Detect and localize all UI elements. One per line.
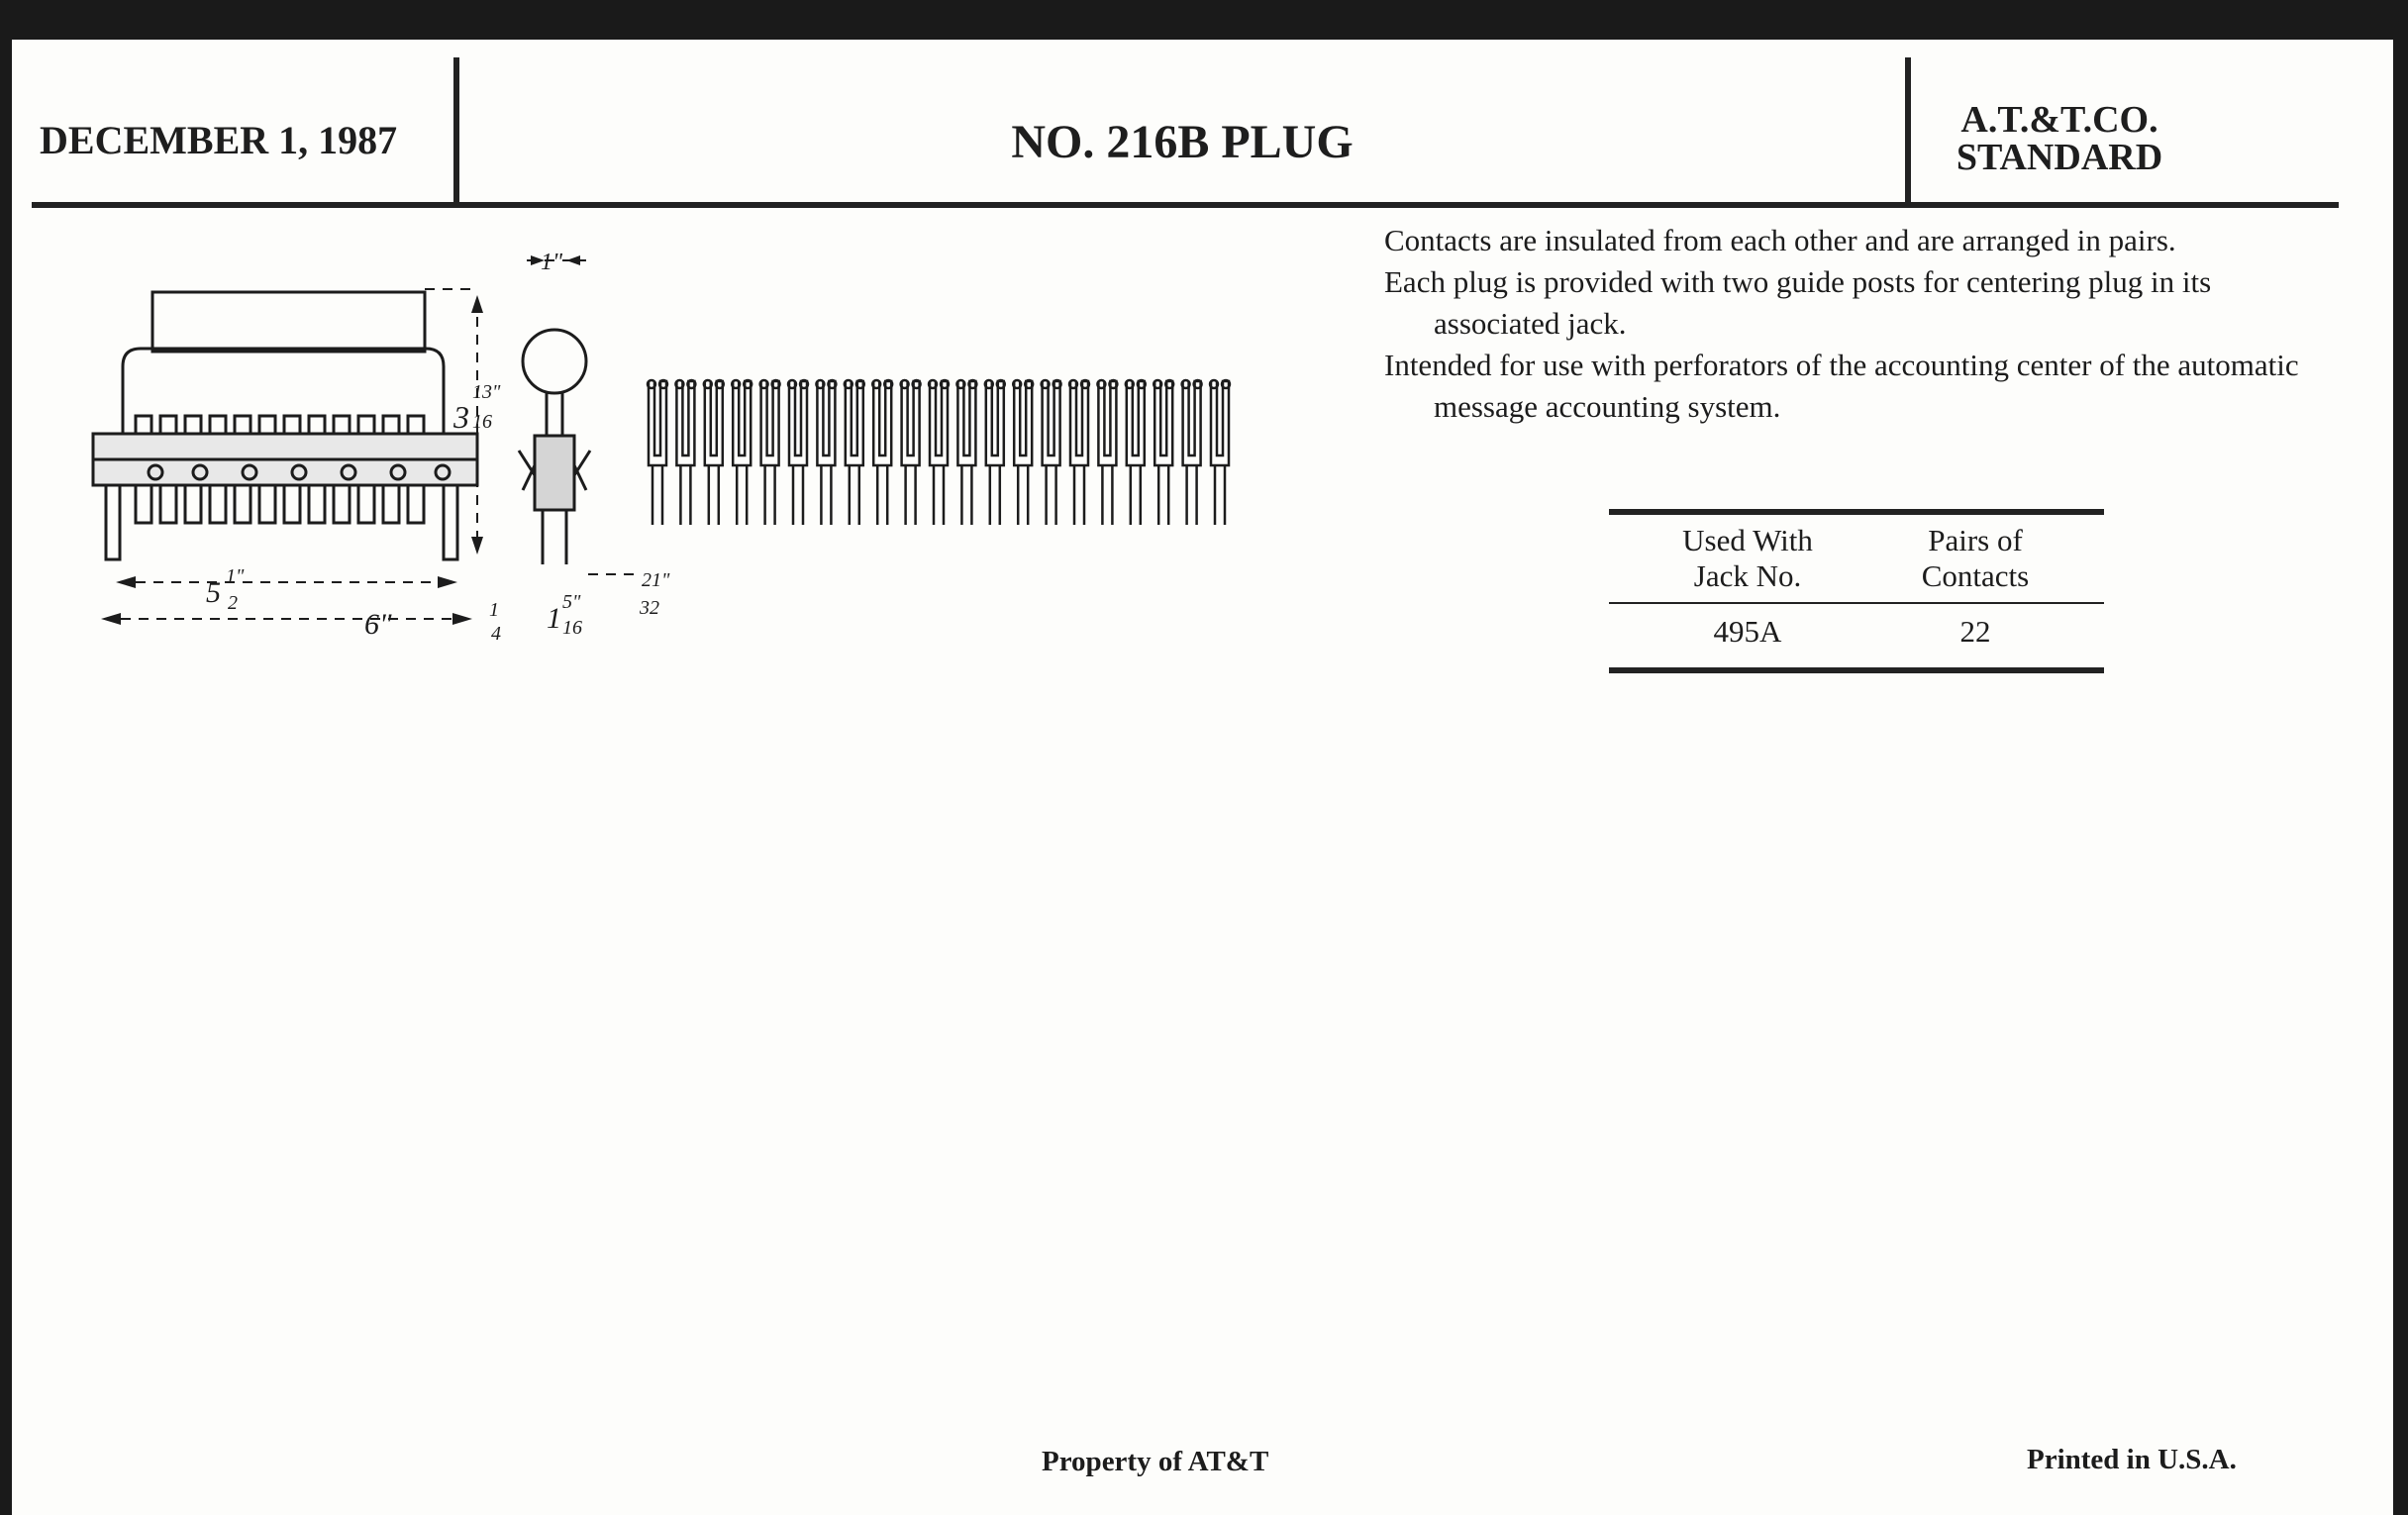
guide-post-left bbox=[106, 485, 120, 559]
contact-pair bbox=[788, 380, 808, 525]
contact-pin bbox=[185, 485, 201, 523]
contact-pin bbox=[160, 485, 176, 523]
plug-front-view bbox=[93, 292, 477, 559]
handle-end-circle bbox=[523, 330, 586, 393]
contact-pair bbox=[704, 380, 724, 525]
table-top-rule bbox=[1609, 509, 2104, 515]
contact-top bbox=[383, 416, 399, 434]
contact-pairs bbox=[648, 380, 1230, 525]
contact-top bbox=[136, 416, 151, 434]
contact-pair bbox=[956, 380, 976, 525]
dim-overall: 6" bbox=[364, 608, 392, 641]
contact-pair bbox=[1154, 380, 1173, 525]
standard-line-1: A.T.&T.CO. bbox=[1960, 99, 2158, 141]
dim-width-top: 1" bbox=[541, 250, 563, 275]
page-title: NO. 216B PLUG bbox=[1011, 116, 1354, 168]
contact-pair bbox=[648, 380, 667, 525]
description-line-3: Intended for use with perforators of the accounting center of the automatic message accounting system. bbox=[1384, 348, 2299, 424]
dim-depth-den: 16 bbox=[562, 617, 582, 639]
contact-pin bbox=[309, 485, 325, 523]
description bbox=[1384, 220, 2315, 428]
contact-top bbox=[259, 416, 275, 434]
plug-drawing bbox=[12, 40, 1279, 645]
dim-inner-den: 2 bbox=[228, 592, 238, 614]
contact-top bbox=[160, 416, 176, 434]
contact-pair bbox=[1210, 380, 1230, 525]
contact-top bbox=[309, 416, 325, 434]
contact-pin bbox=[334, 485, 350, 523]
contact-pair bbox=[1069, 380, 1089, 525]
contact-pair bbox=[929, 380, 949, 525]
dim-small-den: 32 bbox=[640, 597, 659, 619]
contact-top bbox=[358, 416, 374, 434]
dim-post-den: 4 bbox=[491, 623, 501, 645]
dim-height-den: 16 bbox=[472, 411, 492, 433]
contact-top bbox=[334, 416, 350, 434]
table-header-rule bbox=[1609, 602, 2104, 604]
contact-pair bbox=[985, 380, 1005, 525]
contact-pin bbox=[235, 485, 251, 523]
issue-date: DECEMBER 1, 1987 bbox=[40, 118, 398, 162]
contact-pins bbox=[136, 485, 424, 523]
header-pairs-line-1: Pairs of bbox=[1928, 523, 2023, 557]
footer-property: Property of AT&T bbox=[1042, 1446, 1269, 1477]
contact-top bbox=[185, 416, 201, 434]
header-pairs-line-2: Contacts bbox=[1921, 558, 2030, 593]
contact-pair bbox=[732, 380, 752, 525]
contact-pair bbox=[1042, 380, 1061, 525]
plug-handle bbox=[152, 292, 425, 352]
contact-pair bbox=[1126, 380, 1146, 525]
contact-pair bbox=[760, 380, 780, 525]
contact-pin bbox=[358, 485, 374, 523]
dim-inner-whole: 5 bbox=[206, 576, 221, 609]
contact-pin bbox=[210, 485, 226, 523]
contact-top bbox=[235, 416, 251, 434]
contact-pair bbox=[845, 380, 864, 525]
contact-top bbox=[210, 416, 226, 434]
contact-pin bbox=[259, 485, 275, 523]
dim-depth-whole: 1 bbox=[547, 602, 561, 635]
standard-line-2: STANDARD bbox=[1956, 137, 2163, 178]
dim-inner-num: 1" bbox=[226, 565, 245, 587]
contact-top bbox=[284, 416, 300, 434]
plug-side-view bbox=[519, 330, 590, 564]
contact-pin bbox=[136, 485, 151, 523]
cell-jack-number: 495A bbox=[1713, 614, 1782, 649]
dim-depth-num: 5" bbox=[562, 591, 581, 613]
dim-height-num: 13" bbox=[472, 381, 501, 403]
contact-pair bbox=[1097, 380, 1117, 525]
contact-tops bbox=[136, 416, 424, 434]
contact-pair bbox=[872, 380, 892, 525]
dim-small-num: 21" bbox=[642, 569, 670, 591]
contact-pin bbox=[383, 485, 399, 523]
contact-top bbox=[408, 416, 424, 434]
contact-pin bbox=[408, 485, 424, 523]
contact-pair bbox=[816, 380, 836, 525]
header-used-with-line-2: Jack No. bbox=[1693, 558, 1802, 593]
contact-pair bbox=[675, 380, 695, 525]
description-line-2: Each plug is provided with two guide posts for centering plug in its associated jack. bbox=[1384, 264, 2212, 341]
header-used-with-line-1: Used With bbox=[1682, 523, 1813, 557]
description-line-1: Contacts are insulated from each other and are arranged in pairs. bbox=[1384, 223, 2176, 257]
contact-pair bbox=[901, 380, 921, 525]
dim-post-num: 1 bbox=[489, 599, 499, 621]
footer-printed: Printed in U.S.A. bbox=[2027, 1444, 2237, 1475]
cell-pairs: 22 bbox=[1959, 614, 1991, 649]
table-bottom-rule bbox=[1609, 667, 2104, 673]
contact-pin bbox=[284, 485, 300, 523]
spec-sheet bbox=[12, 40, 2393, 1515]
contact-pair bbox=[1013, 380, 1033, 525]
guide-post-right bbox=[444, 485, 457, 559]
dim-height-whole: 3 bbox=[453, 399, 469, 435]
contact-pair bbox=[1182, 380, 1202, 525]
